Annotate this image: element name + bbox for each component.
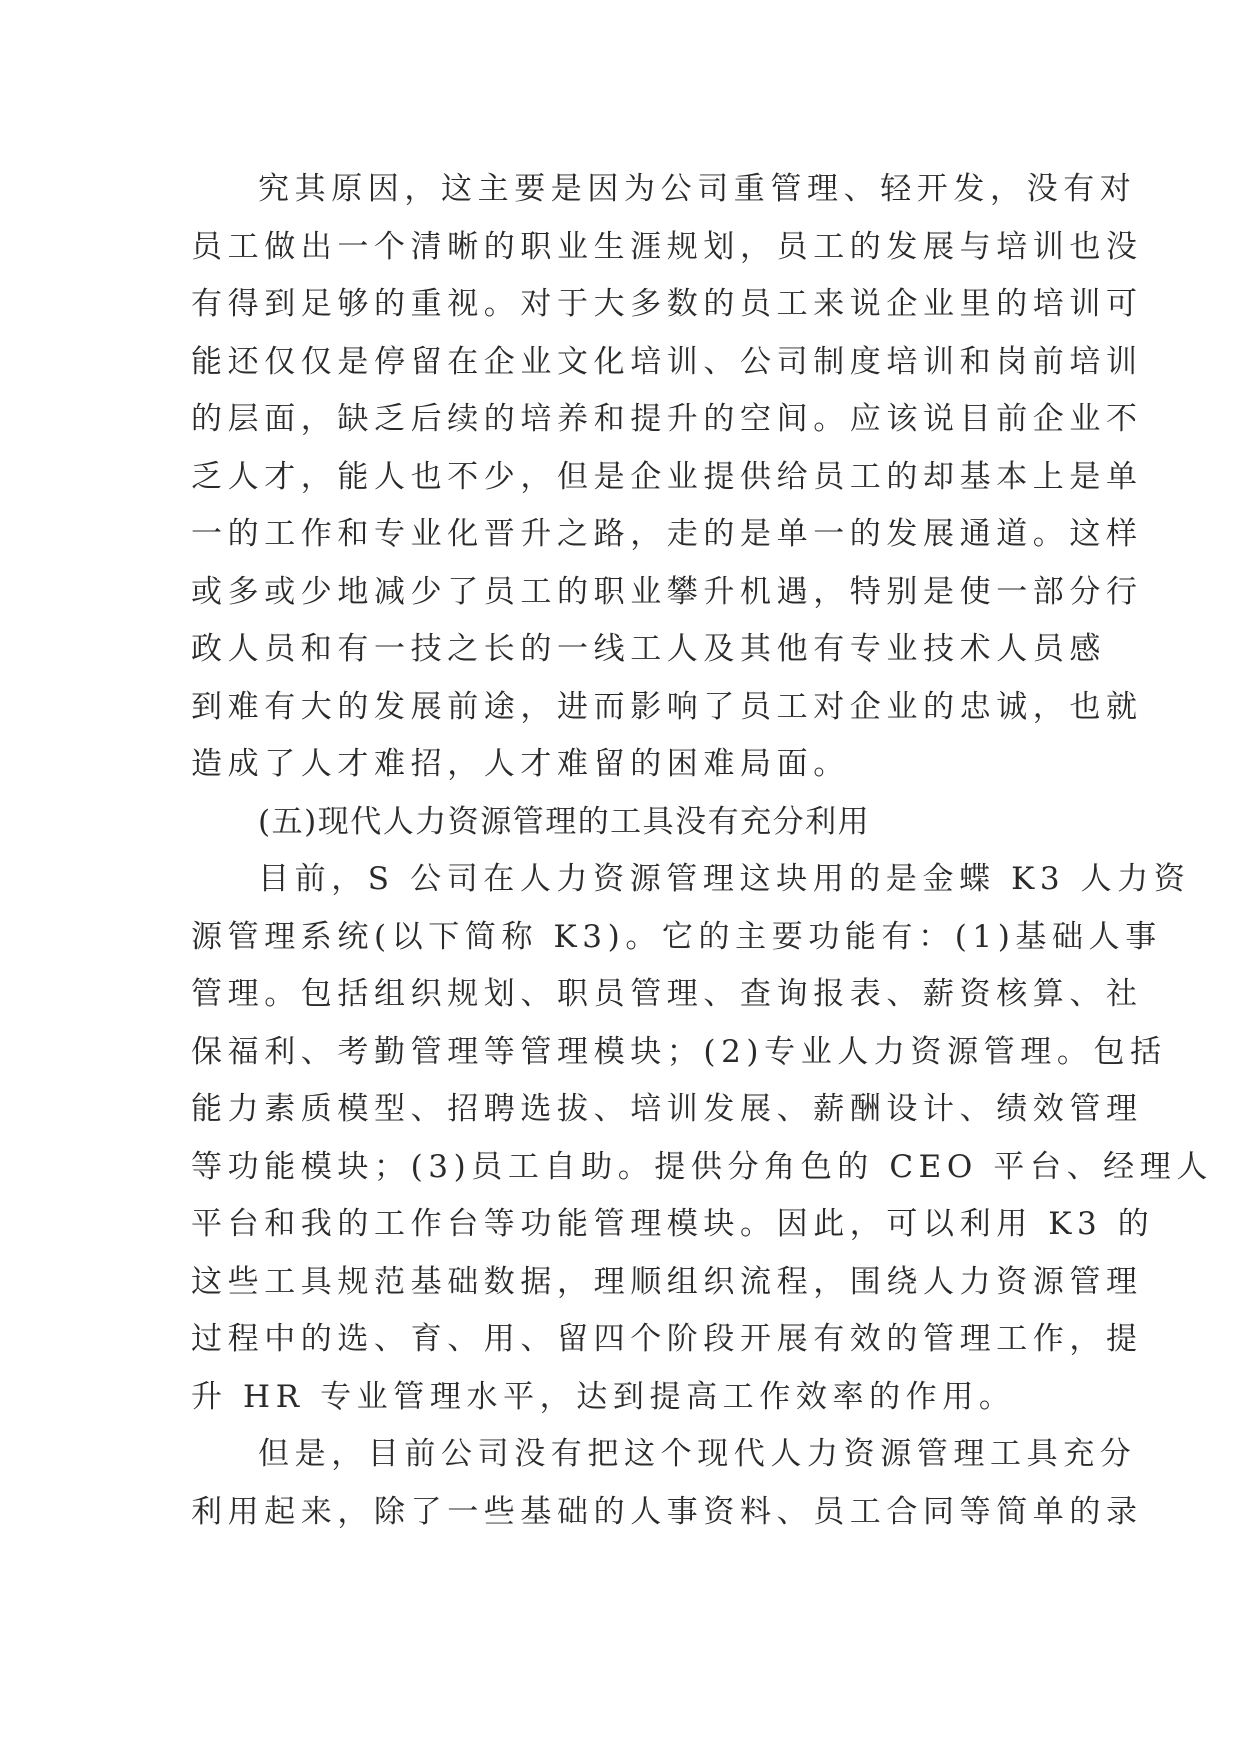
- paragraph-2-line-3: 管理。包括组织规划、职员管理、查询报表、薪资核算、社: [191, 976, 1143, 1012]
- paragraph-1-line-2: 员工做出一个清晰的职业生涯规划，员工的发展与培训也没: [191, 228, 1143, 265]
- paragraph-2-line-2: 源管理系统(以下简称 K3)。它的主要功能有：(1)基础人事: [191, 918, 1162, 955]
- paragraph-2-line-9: 过程中的选、育、用、留四个阶段开展有效的管理工作，提: [191, 1321, 1143, 1357]
- paragraph-1-line-9: 政人员和有一技之长的一线工人及其他有专业技术人员感: [191, 631, 1106, 667]
- paragraph-1-line-4: 能还仅仅是停留在企业文化培训、公司制度培训和岗前培训: [191, 343, 1143, 380]
- paragraph-2-line-5: 能力素质模型、招聘选拔、培训发展、薪酬设计、绩效管理: [191, 1091, 1143, 1127]
- paragraph-3-line-2: 利用起来，除了一些基础的人事资料、员工合同等简单的录: [191, 1493, 1143, 1530]
- paragraph-2-line-1: 目前，S 公司在人力资源管理这块用的是金蝶 K3 人力资: [258, 861, 1191, 897]
- paragraph-1-line-3: 有得到足够的重视。对于大多数的员工来说企业里的培训可: [191, 286, 1143, 322]
- paragraph-1-line-6: 乏人才，能人也不少，但是企业提供给员工的却基本上是单: [191, 458, 1143, 495]
- paragraph-1-line-7: 一的工作和专业化晋升之路，走的是单一的发展通道。这样: [191, 516, 1143, 552]
- paragraph-3-line-1: 但是，目前公司没有把这个现代人力资源管理工具充分: [258, 1436, 1137, 1472]
- paragraph-2-line-10: 升 HR 专业管理水平，达到提高工作效率的作用。: [191, 1378, 1016, 1415]
- paragraph-1-line-11: 造成了人才难招，人才难留的困难局面。: [191, 746, 850, 782]
- paragraph-2-line-7: 平台和我的工作台等功能管理模块。因此，可以利用 K3 的: [191, 1206, 1155, 1242]
- section-heading: (五)现代人力资源管理的工具没有充分利用: [258, 803, 871, 840]
- paragraph-1-line-5: 的层面，缺乏后续的培养和提升的空间。应该说目前企业不: [191, 401, 1143, 437]
- paragraph-1-line-10: 到难有大的发展前途，进而影响了员工对企业的忠诚，也就: [191, 688, 1143, 725]
- paragraph-2-line-6: 等功能模块；(3)员工自助。提供分角色的 CEO 平台、经理人: [191, 1148, 1213, 1185]
- document-body: [191, 161, 1213, 1541]
- paragraph-2-line-8: 这些工具规范基础数据，理顺组织流程，围绕人力资源管理: [191, 1263, 1143, 1300]
- paragraph-1-line-8: 或多或少地减少了员工的职业攀升机遇，特别是使一部分行: [191, 573, 1143, 610]
- paragraph-2-line-4: 保福利、考勤管理等管理模块；(2)专业人力资源管理。包括: [191, 1033, 1167, 1070]
- paragraph-1-line-1: 究其原因，这主要是因为公司重管理、轻开发，没有对: [258, 171, 1137, 207]
